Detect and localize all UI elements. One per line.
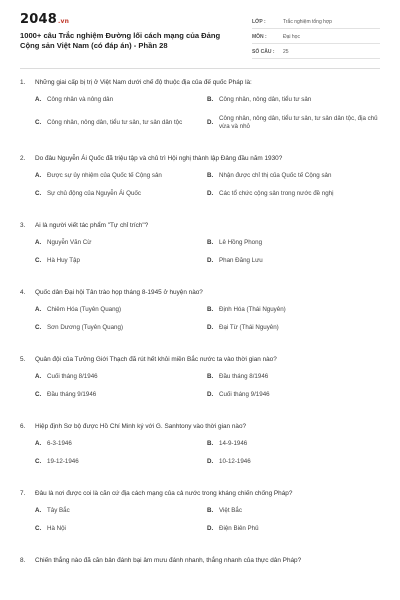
meta-class-row xyxy=(252,16,380,29)
question-number: 2. xyxy=(20,154,26,162)
question-item xyxy=(20,422,380,477)
question-prompt: Do đâu Nguyễn Ái Quốc đã triệu tập và chủ trì Hội nghị thành lập Đảng đầu năm 1930? xyxy=(35,154,283,162)
option-letter: C. xyxy=(35,391,42,398)
option-text: Sơn Dương (Tuyên Quang) xyxy=(47,324,123,331)
option-letter: B. xyxy=(207,439,214,447)
option-letter: B. xyxy=(207,96,214,103)
option-letter: A. xyxy=(35,171,42,179)
question-prompt: Hiệp định Sơ bộ được Hồ Chí Minh ký với G. Sanhtony vào thời gian nào? xyxy=(35,422,247,430)
option-text: Phan Đăng Lưu xyxy=(219,257,263,264)
question-text xyxy=(20,288,380,298)
question-prompt: Quốc dân Đại hội Tân trào họp tháng 8-1945 ở huyện nào? xyxy=(35,288,203,296)
answer-option[interactable] xyxy=(207,172,379,181)
option-letter: C. xyxy=(35,118,42,126)
question-item xyxy=(20,78,380,142)
answer-option[interactable] xyxy=(35,525,207,534)
answer-option[interactable] xyxy=(207,257,379,266)
answer-options xyxy=(20,440,380,477)
option-text: 19-12-1946 xyxy=(47,458,79,465)
page-title: 1000+ câu Trắc nghiệm Đường lối cách mạng của Đảng Cộng sản Việt Nam (có đáp án) - Phần 28 xyxy=(20,31,221,50)
logo-text: 2048 xyxy=(20,12,57,27)
option-text: Điện Biên Phủ xyxy=(219,525,259,532)
question-text xyxy=(20,154,380,164)
option-letter: B. xyxy=(207,305,214,313)
option-text: Công nhân, nông dân, tiểu tư sản xyxy=(219,96,312,103)
option-letter: D. xyxy=(207,257,214,264)
option-text: 10-12-1946 xyxy=(219,458,251,465)
option-letter: A. xyxy=(35,506,42,514)
option-text: Nhận được chỉ thị của Quốc tế Cộng sản xyxy=(219,171,332,179)
option-letter: D. xyxy=(207,324,214,331)
answer-option[interactable] xyxy=(207,96,379,105)
option-text: 6-3-1946 xyxy=(47,439,72,447)
option-text: Chiêm Hóa (Tuyên Quang) xyxy=(47,305,122,313)
option-letter: C. xyxy=(35,525,42,532)
option-letter: C. xyxy=(35,324,42,331)
question-list xyxy=(20,78,380,566)
answer-options xyxy=(20,96,380,142)
question-text xyxy=(20,556,380,566)
question-number: 3. xyxy=(20,221,26,229)
question-text xyxy=(20,489,380,499)
option-text: Định Hóa (Thái Nguyên) xyxy=(219,305,286,313)
option-letter: B. xyxy=(207,171,214,179)
answer-option[interactable] xyxy=(35,458,207,467)
question-prompt: Những giai cấp bị trị ở Việt Nam dưới chế độ thuộc địa của đế quốc Pháp là: xyxy=(35,79,252,86)
answer-option[interactable] xyxy=(35,96,207,105)
question-item xyxy=(20,154,380,209)
option-text: Các tổ chức cộng sản trong nước đề nghị xyxy=(219,190,334,197)
meta-class-label: LỚP : xyxy=(252,19,266,25)
answer-option[interactable] xyxy=(35,391,207,400)
option-letter: D. xyxy=(207,525,214,532)
question-text xyxy=(20,221,380,231)
answer-options xyxy=(20,373,380,410)
answer-option[interactable] xyxy=(35,440,207,449)
option-letter: D. xyxy=(207,118,214,126)
header-divider xyxy=(20,68,380,69)
meta-count-row xyxy=(252,46,380,59)
meta-panel xyxy=(252,16,380,61)
answer-option[interactable] xyxy=(35,373,207,382)
option-letter: B. xyxy=(207,372,214,380)
answer-option[interactable] xyxy=(207,190,379,199)
question-number: 4. xyxy=(20,288,26,296)
question-number: 5. xyxy=(20,355,26,363)
answer-option[interactable] xyxy=(207,373,379,382)
question-number: 8. xyxy=(20,556,26,564)
option-letter: A. xyxy=(35,238,42,246)
option-letter: A. xyxy=(35,305,42,313)
question-text xyxy=(20,422,380,432)
question-number: 1. xyxy=(20,79,26,86)
question-item xyxy=(20,489,380,544)
answer-option[interactable] xyxy=(35,115,207,132)
option-letter: A. xyxy=(35,372,42,380)
answer-option[interactable] xyxy=(35,507,207,516)
question-item xyxy=(20,221,380,276)
option-text: Lê Hồng Phong xyxy=(219,238,263,246)
option-text: Cuối tháng 8/1946 xyxy=(47,372,98,380)
answer-option[interactable] xyxy=(207,115,379,132)
answer-option[interactable] xyxy=(207,306,379,315)
option-text: Tây Bắc xyxy=(47,506,70,514)
option-text: Công nhân và nông dân xyxy=(47,96,114,103)
answer-option[interactable] xyxy=(207,440,379,449)
question-item xyxy=(20,355,380,410)
meta-subject-value[interactable]: Đại học xyxy=(283,34,300,40)
option-letter: D. xyxy=(207,458,214,465)
answer-options xyxy=(20,306,380,343)
question-number: 7. xyxy=(20,489,26,497)
option-text: Cuối tháng 9/1946 xyxy=(219,391,270,398)
question-prompt: Quân đội của Tưởng Giới Thạch đã rút hết khỏi miền Bắc nước ta vào thời gian nào? xyxy=(35,355,277,363)
option-letter: A. xyxy=(35,439,42,447)
option-letter: D. xyxy=(207,391,214,398)
option-text: Hà Nội xyxy=(47,525,66,532)
answer-option[interactable] xyxy=(35,257,207,266)
option-text: Hà Huy Tập xyxy=(47,257,80,264)
answer-option[interactable] xyxy=(207,507,379,516)
option-text: Sự chủ động của Nguyễn Ái Quốc xyxy=(47,190,141,197)
question-item xyxy=(20,288,380,343)
meta-count-label: SỐ CÂU : xyxy=(252,49,275,55)
question-text xyxy=(20,355,380,365)
option-letter: B. xyxy=(207,506,214,514)
option-text: Công nhân, nông dân, tiểu tư sản, tư sản dân tộc, địa chủ vừa và nhỏ xyxy=(219,114,378,130)
question-item xyxy=(20,556,380,566)
option-letter: C. xyxy=(35,190,42,197)
logo-suffix: .vn xyxy=(57,18,70,25)
meta-subject-label: MÔN : xyxy=(252,34,267,40)
answer-options xyxy=(20,239,380,276)
meta-count-value: 25 xyxy=(283,49,289,55)
question-prompt: Ai là người viết tác phẩm "Tự chỉ trích"? xyxy=(35,221,149,229)
answer-option[interactable] xyxy=(207,525,379,534)
option-letter: B. xyxy=(207,238,214,246)
option-text: 14-9-1946 xyxy=(219,439,248,447)
question-number: 6. xyxy=(20,422,26,430)
option-letter: D. xyxy=(207,190,214,197)
answer-option[interactable] xyxy=(207,239,379,248)
answer-option[interactable] xyxy=(35,190,207,199)
option-text: Đầu tháng 9/1946 xyxy=(47,391,97,398)
answer-option[interactable] xyxy=(35,306,207,315)
option-text: Công nhân, nông dân, tiểu tư sản, tư sản dân tộc xyxy=(47,118,183,126)
question-prompt: Chiến thắng nào đã căn bản đánh bại âm mưu đánh nhanh, thắng nhanh của thực dân Pháp? xyxy=(35,556,302,564)
option-letter: C. xyxy=(35,458,42,465)
option-text: Đầu tháng 8/1946 xyxy=(219,372,269,380)
answer-option[interactable] xyxy=(35,239,207,248)
option-text: Được sự ủy nhiệm của Quốc tế Cộng sản xyxy=(47,171,162,179)
answer-options xyxy=(20,172,380,209)
answer-option[interactable] xyxy=(35,324,207,333)
question-text xyxy=(20,78,380,88)
option-text: Nguyễn Văn Cừ xyxy=(47,238,92,246)
meta-subject-row xyxy=(252,31,380,44)
question-prompt: Đâu là nơi được coi là căn cứ địa cách mạng của cả nước trong kháng chiến chống Pháp? xyxy=(35,489,293,497)
option-text: Đại Từ (Thái Nguyên) xyxy=(219,324,279,331)
option-letter: C. xyxy=(35,257,42,264)
meta-class-value[interactable]: Trắc nghiệm tổng hợp xyxy=(283,19,332,25)
answer-options xyxy=(20,507,380,544)
option-letter: A. xyxy=(35,96,42,103)
answer-option[interactable] xyxy=(207,324,379,333)
answer-option[interactable] xyxy=(35,172,207,181)
answer-option[interactable] xyxy=(207,458,379,467)
option-text: Việt Bắc xyxy=(219,506,242,514)
answer-option[interactable] xyxy=(207,391,379,400)
